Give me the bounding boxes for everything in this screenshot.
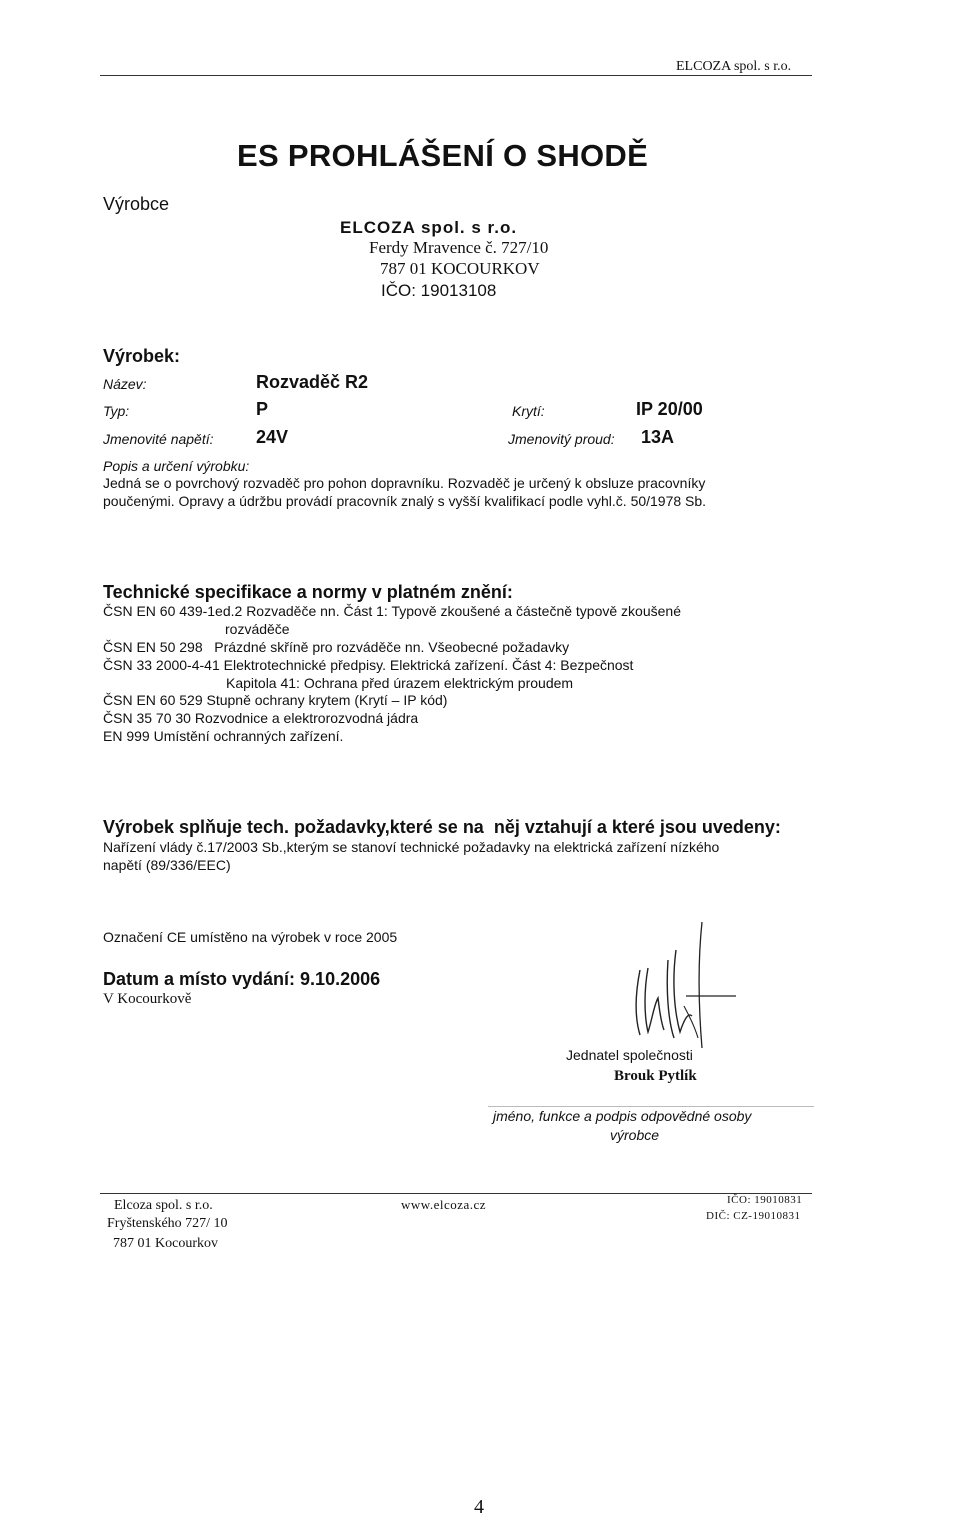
manufacturer-ico: IČO: 19013108 <box>381 281 497 300</box>
product-description-label: Popis a určení výrobku: <box>103 458 250 474</box>
header-rule <box>100 75 812 76</box>
manufacturer-city: 787 01 KOCOURKOV <box>380 259 540 278</box>
page-number: 4 <box>474 1496 484 1518</box>
conformity-heading: Výrobek splňuje tech. požadavky,které se na něj vztahují a které jsou uvedeny: <box>103 817 781 837</box>
footer-rule <box>100 1193 812 1194</box>
spec-line: Kapitola 41: Ochrana před úrazem elektrickým proudem <box>226 675 574 691</box>
spec-line: rozváděče <box>225 621 290 637</box>
product-name-value: Rozvaděč R2 <box>256 372 369 392</box>
spec-line: ČSN 33 2000-4-41 Elektrotechnické předpisy. Elektrická zařízení. Část 4: Bezpečnost <box>103 657 634 673</box>
product-heading: Výrobek: <box>103 346 181 366</box>
header-company: ELCOZA spol. s r.o. <box>676 59 792 74</box>
manufacturer-label: Výrobce <box>103 194 170 214</box>
specs-heading: Technické specifikace a normy v platném znění: <box>103 582 513 602</box>
issue-date-heading: Datum a místo vydání: 9.10.2006 <box>103 969 381 989</box>
spec-line: ČSN EN 60 529 Stupně ochrany krytem (Krytí – IP kód) <box>103 692 448 708</box>
product-current-value: 13A <box>641 427 675 447</box>
product-description-line: Jedná se o povrchový rozvaděč pro pohon dopravníku. Rozvaděč je určený k obsluze pracovníky <box>103 475 706 491</box>
signature-caption: jméno, funkce a podpis odpovědné osoby <box>493 1108 752 1124</box>
signatory-role: Jednatel společnosti <box>566 1047 693 1063</box>
handwritten-signature <box>618 920 738 1050</box>
footer-ico: IČO: 19010831 <box>727 1194 803 1206</box>
footer-website: www.elcoza.cz <box>401 1197 487 1212</box>
ce-marking-note: Označení CE umístěno na výrobek v roce 2005 <box>103 929 398 945</box>
signature-rule <box>488 1106 814 1107</box>
manufacturer-street: Ferdy Mravence č. 727/10 <box>369 238 549 257</box>
signature-caption: výrobce <box>610 1127 660 1143</box>
conformity-line: Nařízení vlády č.17/2003 Sb.,kterým se stanoví technické požadavky na elektrická zařízení nízkého <box>103 839 720 855</box>
product-voltage-label: Jmenovité napětí: <box>103 431 214 447</box>
document-title: ES PROHLÁŠENÍ O SHODĚ <box>237 138 649 173</box>
product-voltage-value: 24V <box>256 427 289 447</box>
product-type-value: P <box>256 399 269 419</box>
manufacturer-name: ELCOZA spol. s r.o. <box>340 218 518 237</box>
footer-address-line: Elcoza spol. s r.o. <box>114 1198 213 1213</box>
footer-address-line: 787 01 Kocourkov <box>113 1236 218 1251</box>
product-protection-value: IP 20/00 <box>636 399 703 419</box>
product-protection-label: Krytí: <box>512 403 545 419</box>
spec-line: ČSN EN 60 439-1ed.2 Rozvaděče nn. Část 1: Typově zkoušené a částečně typově zkoušené <box>103 603 681 619</box>
conformity-line: napětí (89/336/EEC) <box>103 857 231 873</box>
issue-place: V Kocourkově <box>103 991 192 1007</box>
product-current-label: Jmenovitý proud: <box>508 431 615 447</box>
footer-address-line: Fryštenského 727/ 10 <box>107 1216 228 1231</box>
footer-dic: DIČ: CZ-19010831 <box>706 1210 801 1222</box>
signatory-name: Brouk Pytlík <box>614 1068 697 1084</box>
spec-line: ČSN 35 70 30 Rozvodnice a elektrorozvodná jádra <box>103 710 419 726</box>
spec-line: ČSN EN 50 298 Prázdné skříně pro rozváděče nn. Všeobecné požadavky <box>103 639 570 655</box>
spec-line: EN 999 Umístění ochranných zařízení. <box>103 728 344 744</box>
product-name-label: Název: <box>103 376 147 392</box>
product-type-label: Typ: <box>103 403 130 419</box>
product-description-line: poučenými. Opravy a údržbu provádí pracovník znalý s vyšší kvalifikací podle vyhl.č. 50/1978 Sb. <box>103 493 707 509</box>
